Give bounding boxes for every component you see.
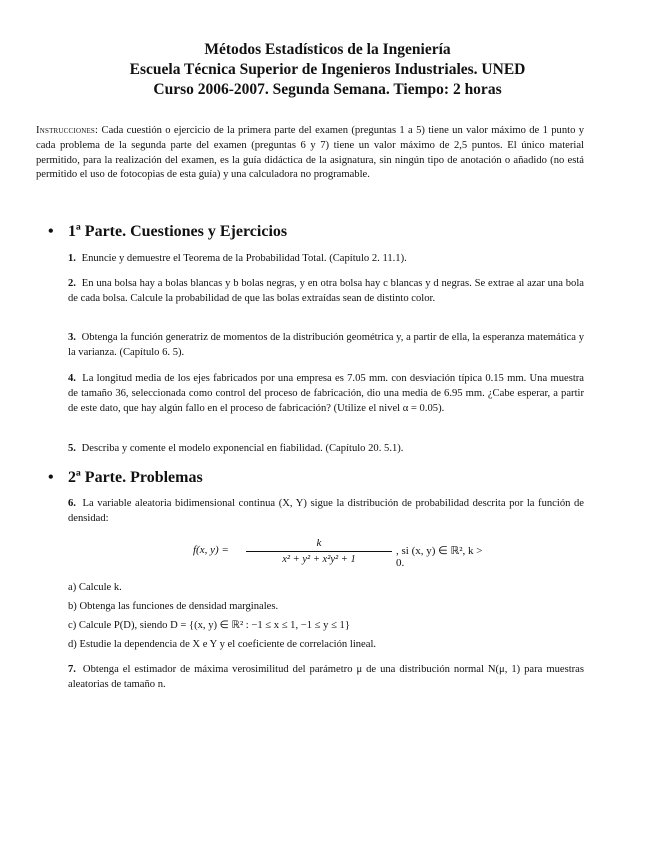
- question-number: 5.: [68, 443, 76, 454]
- question-number: 4.: [68, 373, 76, 384]
- question-text: Enuncie y demuestre el Teorema de la Probabilidad Total. (Capítulo 2. 11.1).: [81, 253, 407, 264]
- instructions: [36, 124, 584, 183]
- question-2: [68, 277, 584, 307]
- part1-title: 1ª Parte. Cuestiones y Ejercicios: [68, 223, 288, 240]
- header-session: Curso 2006-2007. Segunda Semana. Tiempo: 2 horas: [153, 81, 502, 98]
- question-number: 3.: [68, 332, 76, 343]
- part1-heading: [48, 222, 287, 242]
- part2-title: 2ª Parte. Problemas: [68, 469, 203, 486]
- header-course-title: Métodos Estadísticos de la Ingeniería: [204, 41, 451, 58]
- question-6: [68, 497, 584, 527]
- question-number: 7.: [68, 664, 76, 675]
- question-text: Describa y comente el modelo exponencial en fiabilidad. (Capítulo 20. 5.1).: [81, 443, 404, 454]
- item-b: b) Obtenga las funciones de densidad marginales.: [68, 601, 279, 612]
- question-1: [68, 252, 584, 267]
- question-number: 6.: [68, 498, 76, 509]
- question-number: 1.: [68, 253, 76, 264]
- part1-bullet: •: [48, 223, 54, 240]
- item-a: a) Calcule k.: [68, 582, 122, 593]
- question-7: [68, 663, 584, 693]
- instructions-text: Cada cuestión o ejercicio de la primera parte del examen (preguntas 1 a 5) tiene un valor máximo de 1 punto y cada problema de la segunda parte del examen (preguntas 6 y 7) tiene un valor máximo de 2,5 puntos. El único material permitido, para la realización del examen, es la guía didáctica de la asignatura, sin ningún tipo de anotación o añadido (no está permitido el uso de fotocopias de esta guía) y una calculadora no programable.: [36, 125, 584, 181]
- formula-denominator: x² + y² + x²y² + 1: [282, 554, 356, 565]
- question-number: 2.: [68, 278, 76, 289]
- question-text: En una bolsa hay a bolas blancas y b bolas negras, y en otra bolsa hay c blancas y d negras. Se extrae al azar una bola de cada bolsa. Calcule la probabilidad de que las bolas extraídas sean de distinto color.: [68, 278, 584, 304]
- item-d: d) Estudie la dependencia de X e Y y el coeficiente de correlación lineal.: [68, 639, 377, 650]
- formula-rhs: , si (x, y) ∈ ℝ², k > 0.: [396, 545, 483, 569]
- instructions-label: Instrucciones:: [36, 125, 99, 136]
- question-text: Obtenga el estimador de máxima verosimilitud del parámetro μ de una distribución normal N(μ, 1) para muestras aleatorias de tamaño n.: [68, 664, 584, 690]
- formula-fraction: [246, 536, 392, 567]
- question-3: [68, 331, 584, 361]
- header-school: Escuela Técnica Superior de Ingenieros Industriales. UNED: [129, 61, 526, 78]
- question-5: [68, 442, 584, 457]
- question-4: [68, 372, 584, 416]
- question-text: La longitud media de los ejes fabricados por una empresa es 7.05 mm. con desviación típica 0.15 mm. Una muestra de tamaño 36, seleccionada como control del proceso de fabricación, dio una media de 6.95 mm. ¿Cabe esperar, a partir de este dato, que hay algún fallo en el proceso de fabricación? (Utilize el nivel α = 0.05).: [68, 373, 584, 414]
- part2-heading: [48, 468, 203, 488]
- question-text: La variable aleatoria bidimensional continua (X, Y) sigue la distribución de probabilidad descrita por la función de densidad:: [68, 498, 584, 524]
- item-c: c) Calcule P(D), siendo D = {(x, y) ∈ ℝ² : −1 ≤ x ≤ 1, −1 ≤ y ≤ 1}: [68, 620, 350, 631]
- question-text: Obtenga la función generatriz de momentos de la distribución geométrica y, a partir de ella, la esperanza matemática y la varianza. (Capítulo 6. 5).: [68, 332, 584, 358]
- formula-lhs: f(x, y) =: [193, 544, 229, 556]
- formula-numerator: k: [316, 537, 322, 549]
- density-formula: [193, 536, 493, 568]
- part2-bullet: •: [48, 469, 54, 486]
- fraction-bar: [246, 551, 392, 552]
